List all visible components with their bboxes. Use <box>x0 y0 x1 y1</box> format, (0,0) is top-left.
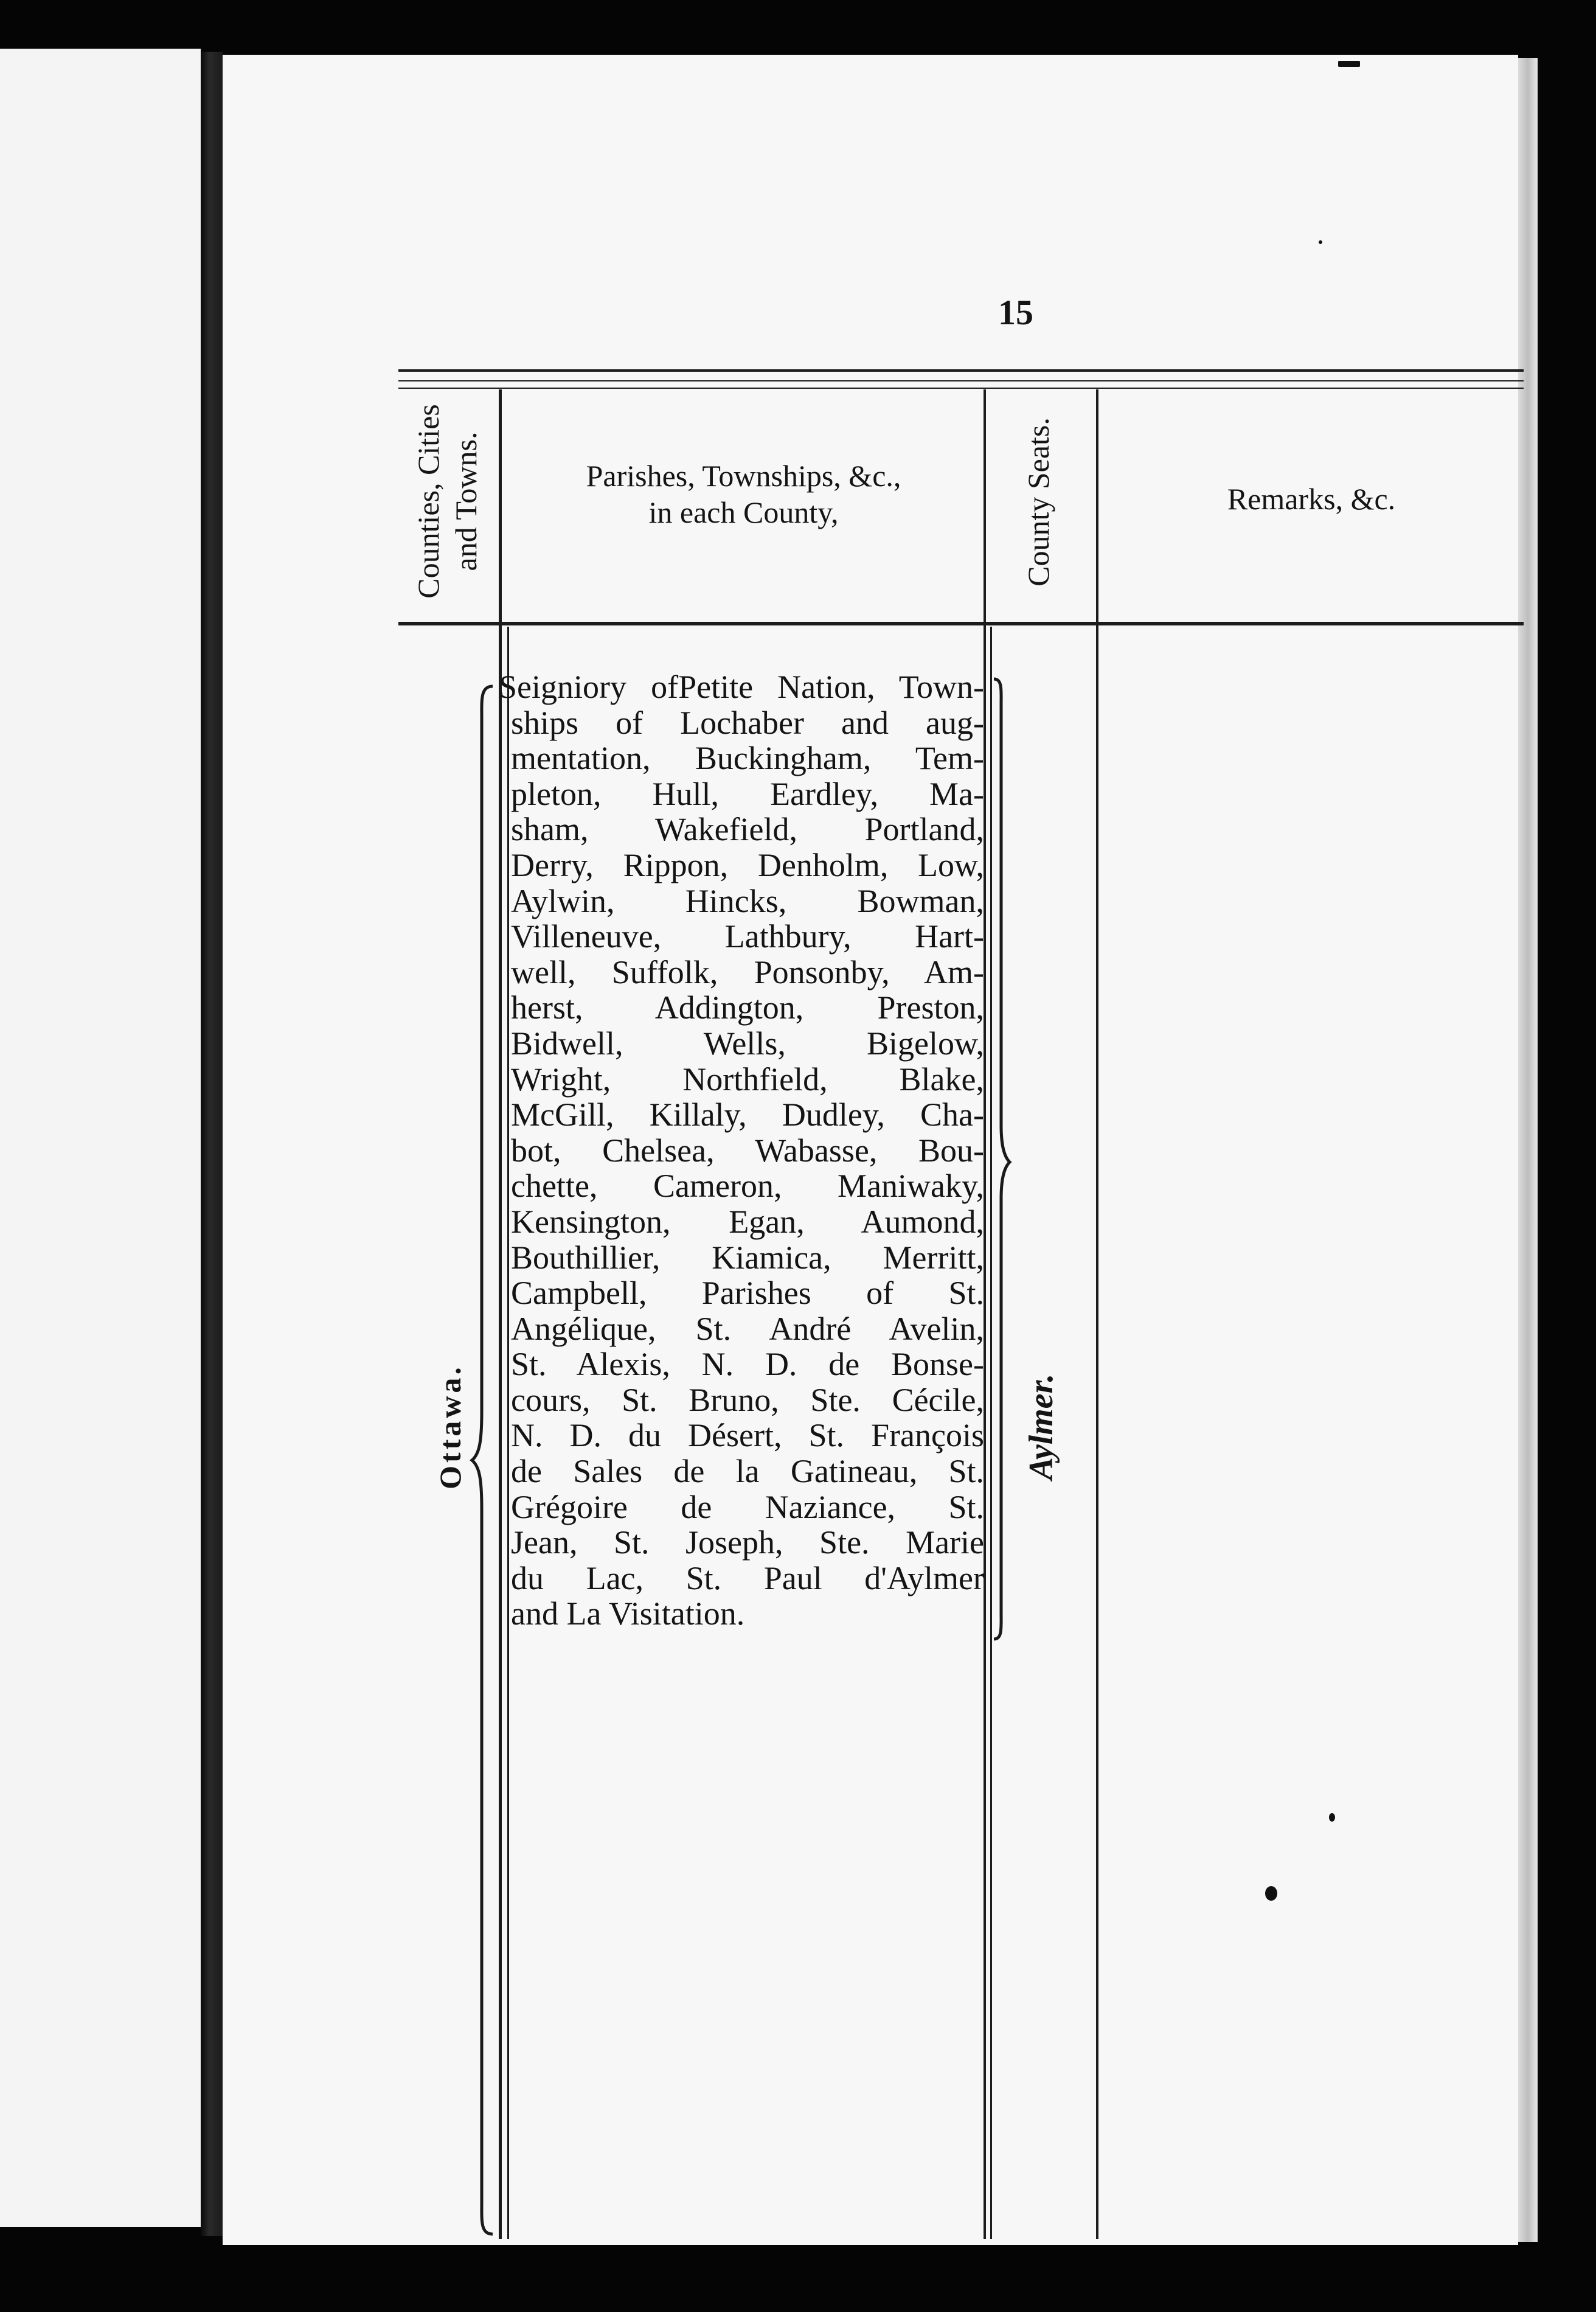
parishes-line: Villeneuve, Lathbury, Hart- <box>511 918 984 955</box>
header-county-seats <box>1020 383 1063 621</box>
parishes-line: Campbell, Parishes of St. <box>511 1275 984 1312</box>
parishes-line: herst, Addington, Preston, <box>511 989 984 1026</box>
parishes-line: de Sales de la Gatineau, St. <box>511 1453 984 1490</box>
left-page <box>0 49 201 2227</box>
parishes-line: bot, Chelsea, Wabasse, Bou- <box>511 1132 984 1169</box>
parishes-line: Wright, Northfield, Blake, <box>511 1060 984 1098</box>
header-remarks-label: Remarks, &c. <box>1227 482 1396 516</box>
header-parishes-line2: in each County, <box>648 495 839 529</box>
parishes-line: Seigniory ofPetite Nation, Town- <box>499 669 984 705</box>
column-divider-3 <box>1096 389 1098 2239</box>
parishes-line: St. Alexis, N. D. de Bonse- <box>511 1346 984 1383</box>
header-top-rule <box>398 369 1524 372</box>
book-gutter <box>201 52 223 2236</box>
page-number: 15 <box>998 293 1033 332</box>
county-seat-text: Aylmer. <box>1022 1373 1060 1480</box>
header-counties-line2: and Towns. <box>449 431 483 571</box>
parishes-line: Derry, Rippon, Denholm, Low, <box>511 846 984 883</box>
parishes-line: Grégoire de Naziance, St. <box>511 1488 984 1525</box>
parishes-line: Bouthillier, Kiamica, Merritt, <box>511 1239 984 1276</box>
header-parishes <box>505 458 982 531</box>
seat-brace <box>991 675 1016 1643</box>
parishes-line: Jean, St. Joseph, Ste. Marie <box>511 1524 984 1561</box>
county-name <box>432 1335 475 1518</box>
parishes-line: mentation, Buckingham, Tem- <box>511 740 984 777</box>
parishes-line: pleton, Hull, Eardley, Ma- <box>511 775 984 812</box>
header-top-rule-thin <box>398 380 1524 381</box>
scan-speck <box>1265 1886 1277 1901</box>
parishes-line: Aylwin, Hincks, Bowman, <box>511 882 984 919</box>
parishes-line: du Lac, St. Paul d'Aylmer <box>511 1559 984 1596</box>
parishes-line: N. D. du Désert, St. François <box>511 1417 984 1454</box>
scan-speck <box>1329 1813 1335 1822</box>
parishes-line: Angélique, St. André Avelin, <box>511 1310 984 1347</box>
page-edge <box>1518 58 1538 2242</box>
county-name-text: Ottawa. <box>433 1364 467 1489</box>
header-county-seats-label: County Seats. <box>1021 417 1055 587</box>
parishes-line: chette, Cameron, Maniwaky, <box>511 1168 984 1205</box>
header-parishes-line1: Parishes, Townships, &c., <box>586 459 901 493</box>
parishes-list <box>499 669 984 1632</box>
header-counties <box>409 380 488 623</box>
parishes-line: cours, St. Bruno, Ste. Cécile, <box>511 1381 984 1418</box>
parishes-line: and La Visitation. <box>511 1595 745 1632</box>
scan-speck <box>1319 240 1322 244</box>
remarks-cell <box>1101 669 1514 694</box>
header-counties-line1: Counties, Cities <box>411 404 445 599</box>
column-divider-1b <box>507 627 509 2239</box>
header-top-rule-thin-2 <box>398 388 1524 389</box>
parishes-line: sham, Wakefield, Portland, <box>511 811 984 848</box>
scan-speck <box>1338 61 1360 67</box>
parishes-line: Bidwell, Wells, Bigelow, <box>511 1025 984 1062</box>
parishes-line: McGill, Killaly, Dudley, Cha- <box>511 1096 984 1133</box>
parishes-line: Kensington, Egan, Aumond, <box>511 1203 984 1240</box>
header-bottom-rule <box>398 622 1524 625</box>
parishes-line: ships of Lochaber and aug- <box>511 704 984 741</box>
header-remarks <box>1098 481 1524 517</box>
county-seat <box>1022 1348 1064 1506</box>
parishes-line: well, Suffolk, Ponsonby, Am- <box>511 953 984 991</box>
